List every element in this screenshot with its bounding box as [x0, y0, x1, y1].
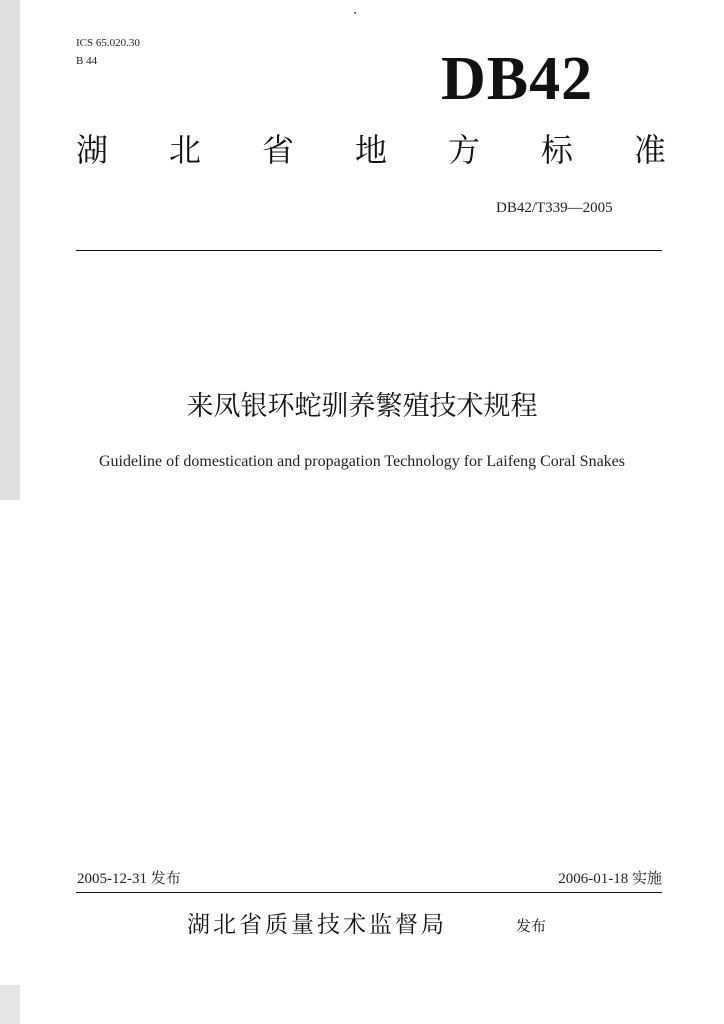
standard-type-char: 省 [261, 131, 294, 169]
standard-type-char: 标 [540, 131, 573, 169]
issuing-label: 发布 [516, 917, 547, 935]
scan-edge-strip-bottom [0, 985, 20, 1024]
document-title-english: Guideline of domestication and propagation Technology for Laifeng Coral Snakes [99, 453, 625, 470]
implementation-date: 2006-01-18 实施 [558, 871, 662, 887]
ics-code: ICS 65.020.30 [76, 37, 140, 49]
issuing-authority: 湖北省质量技术监督局 [187, 912, 447, 938]
standard-type-char: 北 [168, 131, 201, 169]
issue-date: 2005-12-31 发布 [77, 871, 181, 887]
classification-codes [76, 34, 140, 70]
standard-type-char: 准 [633, 131, 666, 169]
standard-code: DB42 [441, 45, 594, 113]
ccs-code: B 44 [76, 55, 98, 67]
standard-type-char: 方 [447, 131, 480, 169]
document-title-chinese: 来凤银环蛇驯养繁殖技术规程 [186, 391, 538, 422]
standard-type [76, 128, 666, 172]
standard-type-char: 湖 [76, 131, 109, 169]
footer-divider [76, 892, 662, 893]
standard-number: DB42/T339—2005 [496, 200, 613, 216]
scan-dot [354, 12, 356, 14]
standard-type-char: 地 [354, 131, 387, 169]
header-divider [76, 250, 662, 251]
